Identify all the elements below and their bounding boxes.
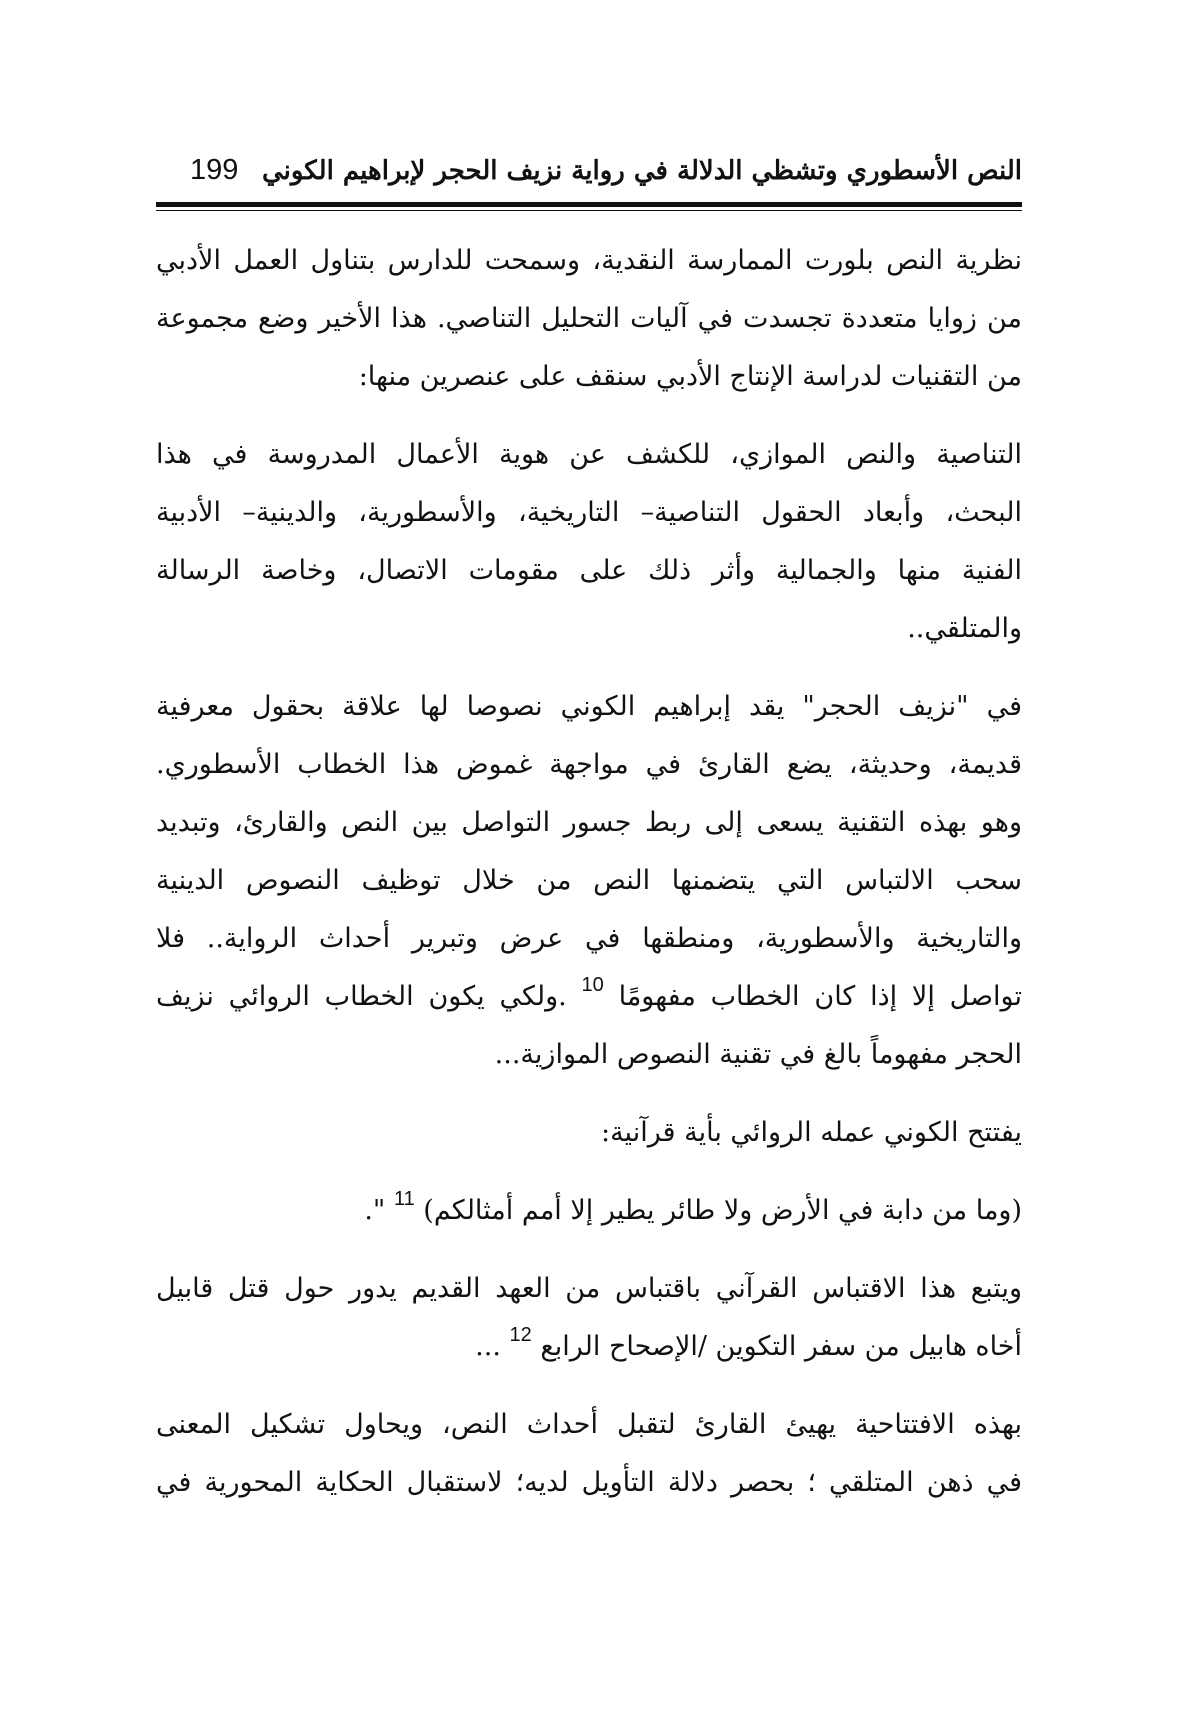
text-line: الحجر مفهوماً بالغ في تقنية النصوص الموازية...	[494, 1039, 1022, 1070]
body-text	[156, 232, 1022, 1512]
text-line: والمتلقي..	[907, 613, 1022, 644]
text-line: قديمة، وحديثة، يضع القارئ في مواجهة غموض هذا الخطاب الأسطوري.	[156, 749, 1022, 780]
text-line: البحث، وأبعاد الحقول التناصية– التاريخية، والأسطورية، والدينية– الأدبية	[156, 497, 1022, 528]
paragraph-3	[156, 678, 1022, 1084]
text-line: بهذه الافتتاحية يهيئ القارئ لتقبل أحداث النص، ويحاول تشكيل المعنى	[156, 1409, 1022, 1440]
text-segment: تواصل إلا إذا كان الخطاب مفهومًا	[618, 981, 1022, 1012]
paragraph-1	[156, 232, 1022, 406]
text-line: ويتبع هذا الاقتباس القرآني باقتباس من العهد القديم يدور حول قتل قابيل	[156, 1273, 1022, 1304]
page-number: 199	[190, 154, 239, 186]
text-segment: أخاه هابيل من سفر التكوين /الإصحاح الرابع	[540, 1331, 1022, 1362]
text-line: من التقنيات لدراسة الإنتاج الأدبي سنقف على عنصرين منها:	[358, 361, 1022, 392]
text-line: والتاريخية والأسطورية، ومنطقها في عرض وتبرير أحداث الرواية.. فلا	[156, 923, 1022, 954]
header-rule-thick	[156, 202, 1022, 207]
text-line-with-footnote	[156, 968, 1022, 1026]
text-line: يفتتح الكوني عمله الروائي بأية قرآنية:	[600, 1117, 1022, 1148]
paragraph-4	[156, 1104, 1022, 1162]
quote-line	[156, 1182, 1022, 1240]
running-title: النص الأسطوري وتشظي الدلالة في رواية نزيف الحجر لإبراهيم الكوني	[261, 156, 1022, 186]
quote-text: (وما من دابة في الأرض ولا طائر يطير إلا أمم أمثالكم)	[423, 1195, 1022, 1226]
text-line: في "نزيف الحجر" يقد إبراهيم الكوني نصوصا لها علاقة بحقول معرفية	[156, 691, 1022, 722]
text-segment: .ولكي يكون الخطاب الروائي نزيف	[156, 981, 567, 1012]
text-line: في ذهن المتلقي ؛ بحصر دلالة التأويل لديه؛ لاستقبال الحكاية المحورية في	[156, 1467, 1022, 1498]
text-segment: ...	[475, 1331, 501, 1362]
paragraph-2	[156, 426, 1022, 658]
quote-closing: ".	[364, 1195, 386, 1226]
footnote-ref-10[interactable]: 10	[581, 974, 604, 996]
page-header	[156, 150, 1022, 202]
text-line: من زوايا متعددة تجسدت في آليات التحليل التناصي. هذا الأخير وضع مجموعة	[156, 303, 1022, 334]
paragraph-5	[156, 1260, 1022, 1376]
footnote-ref-12[interactable]: 12	[509, 1324, 532, 1346]
text-line: وهو بهذه التقنية يسعى إلى ربط جسور التواصل بين النص والقارئ، وتبديد	[156, 807, 1022, 838]
footnote-ref-11[interactable]: 11	[393, 1188, 415, 1210]
text-line: سحب الالتباس التي يتضمنها النص من خلال توظيف النصوص الدينية	[156, 865, 1022, 896]
paragraph-6	[156, 1396, 1022, 1512]
text-line: الفنية منها والجمالية وأثر ذلك على مقومات الاتصال، وخاصة الرسالة	[156, 555, 1022, 586]
quran-quote	[156, 1182, 1022, 1240]
text-line-with-footnote	[156, 1318, 1022, 1376]
header-rule-thin	[156, 210, 1022, 211]
text-line: التناصية والنص الموازي، للكشف عن هوية الأعمال المدروسة في هذا	[156, 439, 1022, 470]
text-line: نظرية النص بلورت الممارسة النقدية، وسمحت للدارس بتناول العمل الأدبي	[156, 245, 1022, 276]
